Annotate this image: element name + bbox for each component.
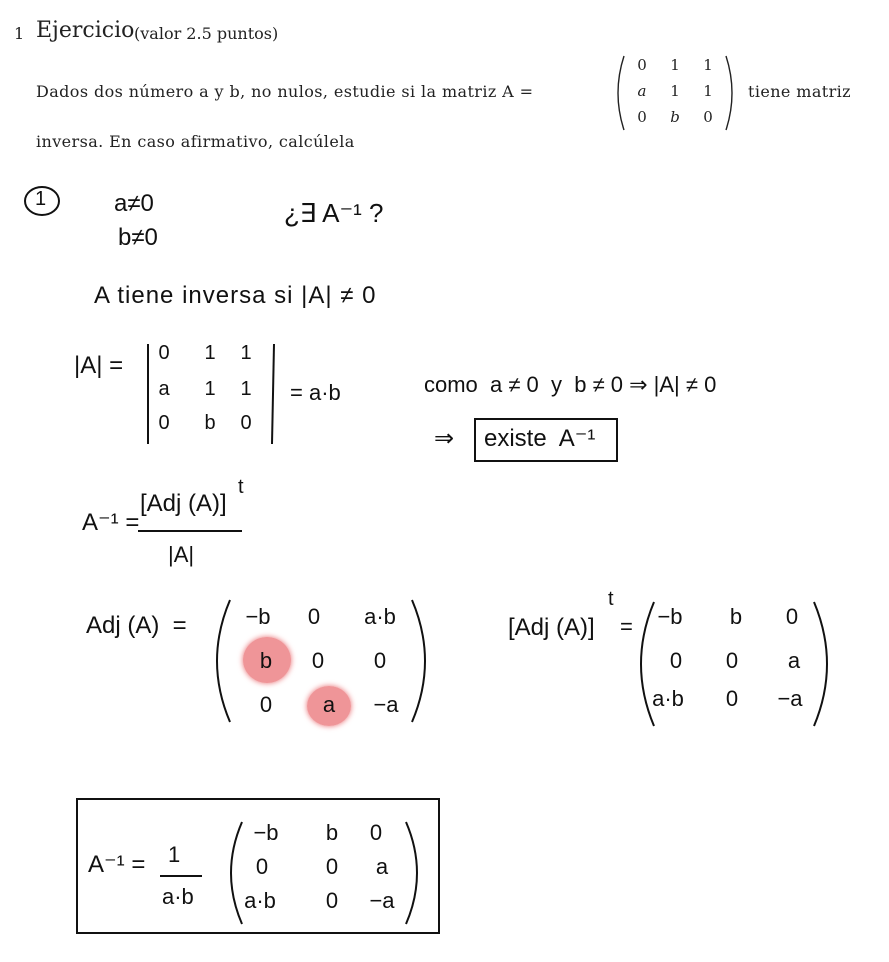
adjugate-transpose-label: [Adj (A)]	[508, 614, 595, 641]
adjugate-transpose-matrix	[648, 604, 828, 724]
adjugate-cell: −b	[245, 604, 271, 629]
statement-matrix	[612, 52, 738, 134]
adjugate-transpose-cell: a	[787, 648, 801, 673]
adjugate-cell: a·b	[364, 604, 396, 629]
adjugate-transpose-cell: 0	[669, 648, 683, 673]
determinant-matrix	[156, 342, 266, 442]
final-numerator: 1	[168, 842, 181, 867]
final-fraction-bar	[158, 873, 206, 879]
final-denominator: a·b	[162, 884, 194, 909]
statement-matrix-cell: 1	[703, 82, 713, 100]
inverse-fraction-bar	[136, 528, 246, 534]
adjugate-cell: a	[322, 692, 336, 717]
statement-matrix-cell: 1	[703, 56, 713, 74]
statement-matrix-cell: b	[670, 108, 680, 126]
inverse-numerator: [Adj (A)]	[140, 490, 227, 517]
adjugate-transpose-cell: −b	[657, 604, 683, 629]
final-matrix-cell: 0	[325, 854, 339, 879]
statement-matrix-cell: 0	[637, 56, 647, 74]
statement-matrix-cell: 0	[637, 108, 647, 126]
condition-a: a≠0	[114, 190, 154, 217]
exists-text: existe A⁻¹	[484, 425, 596, 452]
final-matrix-cell: 0	[369, 820, 383, 845]
adjugate-cell: 0	[373, 648, 387, 673]
invertibility-rule: A tiene inversa si |A| ≠ 0	[94, 282, 377, 309]
adjugate-cell: −a	[373, 692, 399, 717]
exercise-number: 1	[14, 24, 25, 43]
adjugate-transpose-cell: 0	[785, 604, 799, 629]
adjugate-cell: 0	[259, 692, 273, 717]
statement-matrix-cell: 0	[703, 108, 713, 126]
since-statement: como a ≠ 0 y b ≠ 0 ⇒ |A| ≠ 0	[424, 372, 717, 397]
statement-matrix-cell: a	[637, 82, 647, 100]
inverse-denominator: |A|	[168, 542, 195, 567]
determinant-cell: 0	[240, 412, 252, 434]
final-matrix-cell: 0	[325, 888, 339, 913]
adjugate-transpose-cell: b	[729, 604, 743, 629]
statement-line-2: tiene matriz	[748, 82, 852, 101]
determinant-cell: a	[158, 378, 170, 400]
statement-line-1: Dados dos número a y b, no nulos, estudie si la matriz A =	[36, 82, 534, 101]
determinant-cell: 1	[240, 378, 252, 400]
determinant-cell: b	[204, 412, 216, 434]
statement-line-3: inversa. En caso afirmativo, calcúlela	[36, 132, 355, 151]
adjugate-label: Adj (A) =	[86, 612, 187, 639]
statement-matrix-cell: 1	[670, 56, 680, 74]
statement-matrix-cell: 1	[670, 82, 680, 100]
determinant-cell: 1	[204, 378, 216, 400]
adjugate-transpose-cell: 0	[725, 648, 739, 673]
exercise-points: (valor 2.5 puntos)	[134, 24, 279, 43]
existence-question: ¿∃ A⁻¹ ?	[284, 198, 384, 228]
question-number: 1	[35, 188, 47, 210]
final-matrix-cell: a	[375, 854, 389, 879]
adjugate-cell: 0	[311, 648, 325, 673]
determinant-result: = a·b	[290, 380, 341, 405]
final-matrix-cell: b	[325, 820, 339, 845]
inverse-transpose-sup: t	[238, 476, 244, 498]
final-matrix-cell: 0	[255, 854, 269, 879]
determinant-cell: 1	[204, 342, 216, 364]
inverse-label: A⁻¹ =	[82, 509, 140, 536]
final-label: A⁻¹ =	[88, 851, 146, 878]
final-matrix-cell: a·b	[244, 888, 276, 913]
adjugate-cell: 0	[307, 604, 321, 629]
adjugate-transpose-equals: =	[620, 614, 633, 639]
final-matrix	[232, 820, 422, 926]
condition-b: b≠0	[118, 224, 158, 251]
exercise-title: Ejercicio	[36, 18, 135, 43]
implies-arrow: ⇒	[434, 425, 455, 452]
adjugate-transpose-cell: 0	[725, 686, 739, 711]
determinant-cell: 0	[158, 412, 170, 434]
adjugate-matrix	[226, 604, 426, 724]
determinant-cell: 1	[240, 342, 252, 364]
adjugate-transpose-sup: t	[608, 588, 614, 610]
determinant-label: |A| =	[74, 352, 124, 379]
determinant-cell: 0	[158, 342, 170, 364]
adjugate-cell: b	[259, 648, 273, 673]
final-matrix-cell: −a	[369, 888, 395, 913]
adjugate-transpose-cell: a·b	[652, 686, 684, 711]
final-matrix-cell: −b	[253, 820, 279, 845]
adjugate-transpose-cell: −a	[777, 686, 803, 711]
